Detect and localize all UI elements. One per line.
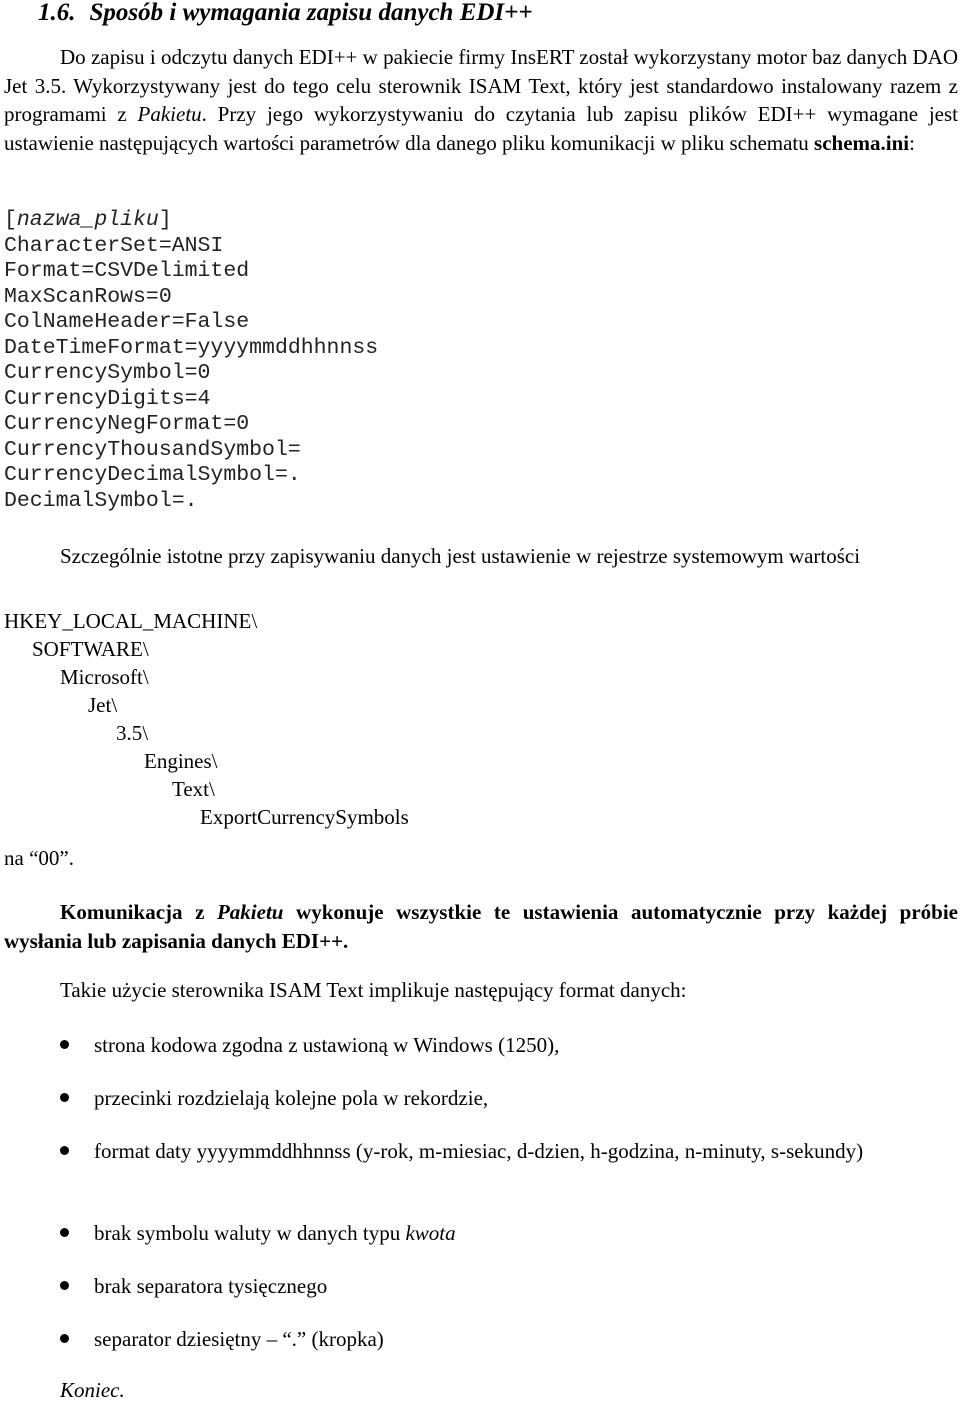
bold-text-1: Komunikacja z <box>60 900 217 924</box>
schema-line: DecimalSymbol=. <box>4 488 198 513</box>
registry-paragraph <box>4 542 958 571</box>
schema-line: MaxScanRows=0 <box>4 284 172 309</box>
registry-key: 3.5\ <box>116 721 149 745</box>
schema-line: CharacterSet=ANSI <box>4 233 224 258</box>
schema-line: ColNameHeader=False <box>4 310 250 334</box>
intro-text-3: : <box>909 130 915 155</box>
list-item-text: separator dziesiętny – “.” (kropka) <box>94 1327 384 1351</box>
bold-text-2: wykonuje wszystkie te ustawienia automatycznie przy każdej próbie wysłania lub zapisania danych EDI++. <box>4 900 958 953</box>
registry-key: SOFTWARE\ <box>32 637 149 661</box>
kwota-term: kwota <box>405 1221 456 1245</box>
bullet-icon <box>60 1281 69 1290</box>
registry-value-name: ExportCurrencySymbols <box>200 805 409 829</box>
schema-section-name: nazwa_pliku <box>16 208 159 232</box>
registry-key: Engines\ <box>144 749 218 773</box>
registry-key: Text\ <box>172 777 215 801</box>
bullet-icon <box>60 1040 69 1049</box>
list-item-text: brak separatora tysięcznego <box>94 1274 328 1298</box>
intro-paragraph <box>4 43 958 157</box>
section-title: Sposób i wymagania zapisu danych EDI++ <box>89 0 533 26</box>
schema-ini-block <box>4 208 378 514</box>
registry-paragraph-text: Szczególnie istotne przy zapisywaniu danych jest ustawienie w rejestrze systemowym wartości <box>60 544 861 568</box>
schema-filename: schema.ini <box>814 130 910 155</box>
registry-path <box>4 607 409 831</box>
list-item-text: przecinki rozdzielają kolejne pola w rekordzie, <box>94 1086 489 1110</box>
list-item-text: strona kodowa zgodna z ustawioną w Windows (1250), <box>94 1033 560 1057</box>
registry-key: Microsoft\ <box>60 665 149 689</box>
bold-paragraph <box>4 898 958 955</box>
registry-value: na “00”. <box>4 846 74 870</box>
schema-line: CurrencySymbol=0 <box>4 361 211 385</box>
format-intro: Takie użycie sterownika ISAM Text implikuje następujący format danych: <box>60 978 687 1002</box>
intro-text-2: . Przy jego wykorzystywaniu do czytania lub zapisu plików EDI++ wymagane jest ustawienie następujących wartości parametrów dla danego pliku komunikacji w pliku schematu <box>4 102 958 155</box>
schema-line: Format=CSVDelimited <box>4 259 250 283</box>
pakietu-term: Pakietu <box>137 102 202 126</box>
schema-section-header: [nazwa_pliku] <box>4 208 172 232</box>
bullet-icon <box>60 1146 69 1155</box>
intro-text-1: Do zapisu i odczytu danych EDI++ w pakiecie firmy InsERT został wykorzystany motor baz danych DAO Jet 3.5. Wykorzystywany jest do tego celu sterownik ISAM Text, który jest standardowo instalowany razem z programami z <box>4 45 958 126</box>
schema-line: DateTimeFormat=yyyymmddhhnnss <box>4 335 379 360</box>
ending-text: Koniec. <box>60 1378 125 1402</box>
bullet-icon <box>60 1093 69 1102</box>
schema-line: CurrencyThousandSymbol= <box>4 437 301 462</box>
schema-line: CurrencyNegFormat=0 <box>4 412 250 436</box>
bullet-icon <box>60 1334 69 1343</box>
bold-pakietu-term: Pakietu <box>216 900 284 924</box>
schema-line: CurrencyDigits=4 <box>4 386 211 411</box>
section-number: 1.6. <box>38 0 76 26</box>
list-item-text: format daty yyyymmddhhnnss (y-rok, m-miesiac, d-dzien, h-godzina, n-minuty, s-sekundy) <box>94 1139 864 1163</box>
registry-key: Jet\ <box>88 693 118 717</box>
list-item-text: brak symbolu waluty w danych typu kwota <box>94 1221 456 1245</box>
bullet-icon <box>60 1228 69 1237</box>
registry-key: HKEY_LOCAL_MACHINE\ <box>4 609 258 633</box>
section-heading <box>38 0 533 28</box>
schema-line: CurrencyDecimalSymbol=. <box>4 463 301 487</box>
